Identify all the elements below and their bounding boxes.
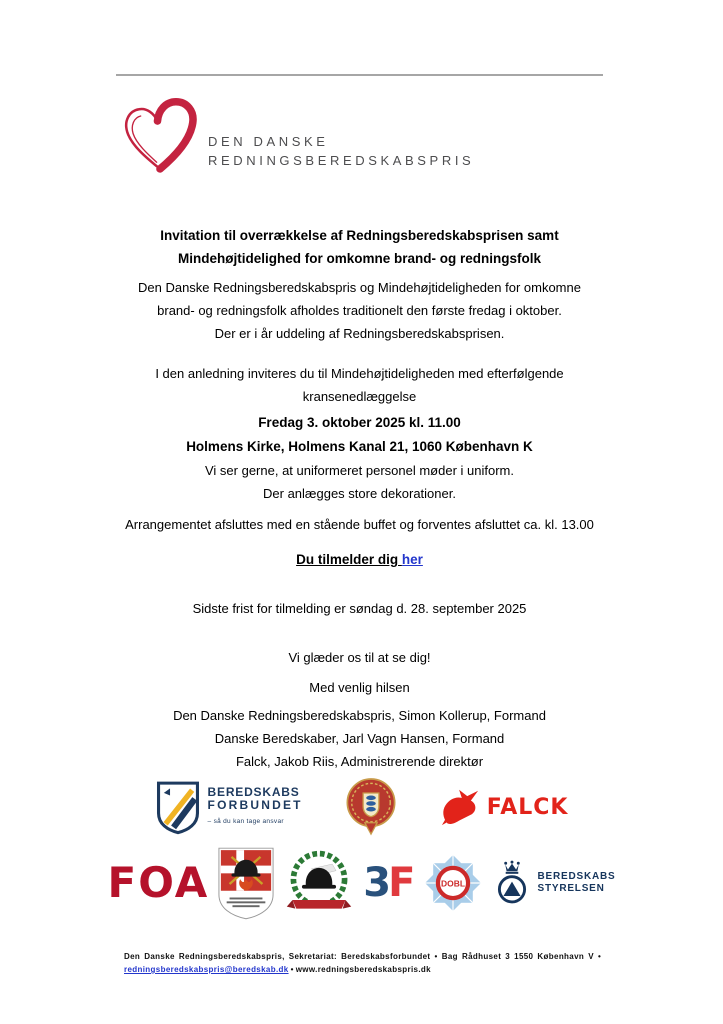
salutation: Med venlig hilsen bbox=[309, 680, 410, 695]
footer-line-2 bbox=[124, 963, 606, 976]
letter-body bbox=[116, 224, 603, 773]
footer-email-link[interactable]: redningsberedskabspris@beredskab.dk bbox=[124, 965, 289, 974]
footer-line-1: Den Danske Redningsberedskabspris, Sekretariat: Beredskabsforbundet • Bag Rådhuset 3 1550 København V • bbox=[124, 952, 602, 961]
falck-falcon-icon bbox=[439, 788, 481, 826]
event-location: Holmens Kirke, Holmens Kanal 21, 1060 København K bbox=[186, 439, 533, 454]
footer-website: www.redningsberedskabspris.dk bbox=[295, 965, 431, 974]
dobl-star-badge-icon bbox=[420, 850, 486, 916]
footer-separator: • bbox=[290, 965, 294, 974]
3f-letter: F bbox=[388, 860, 413, 906]
signature-line: Falck, Jakob Riis, Administrerende direktør bbox=[235, 754, 484, 769]
event-datetime: Fredag 3. oktober 2025 kl. 11.00 bbox=[258, 415, 461, 430]
top-divider-rule bbox=[116, 74, 603, 76]
royal-coat-of-arms-icon bbox=[343, 776, 399, 838]
letter-title: Invitation til overrækkelse af Redningsberedskabsprisen samt Mindehøjtidelighed for omkomne brand- og redningsfolk bbox=[160, 228, 559, 266]
beredskabsstyrelsen-crown-triangle-icon bbox=[494, 860, 530, 906]
beredskabsforbundet-badge-icon bbox=[155, 779, 201, 835]
logo-beredskabsstyrelsen bbox=[494, 860, 615, 906]
beredskabsforbundet-tagline: – så du kan tage ansvar bbox=[207, 818, 284, 825]
deadline-note: Sidste frist for tilmelding er søndag d. 28. september 2025 bbox=[192, 601, 527, 616]
falck-wordmark: FALCK bbox=[486, 794, 569, 820]
laurel-wreath-helmet-emblem-icon bbox=[283, 847, 355, 919]
buffet-note: Arrangementet afsluttes med en stående buffet og forventes afsluttet ca. kl. 13.00 bbox=[125, 517, 594, 532]
signup-link[interactable]: her bbox=[401, 552, 423, 567]
brand-header bbox=[118, 94, 474, 180]
brand-wordmark bbox=[208, 132, 474, 170]
closing-line: Vi glæder os til at se dig! bbox=[288, 650, 431, 665]
signup-prefix-text: Du tilmelder dig bbox=[296, 552, 402, 567]
logo-row-2 bbox=[0, 846, 723, 920]
firefighter-brotherhood-shield-icon bbox=[217, 846, 275, 920]
invitation-paragraph: I den anledning inviteres du til Mindehøjtideligheden med efterfølgende kransenedlæggelse bbox=[155, 366, 564, 404]
letter-footer bbox=[124, 950, 606, 976]
brand-line-2: REDNINGSBEREDSKABSPRIS bbox=[208, 153, 475, 168]
logo-3f bbox=[363, 860, 413, 906]
3f-digit: 3 bbox=[363, 860, 389, 906]
logo-falck bbox=[439, 788, 569, 826]
uniform-note: Vi ser gerne, at uniformeret personel møder i uniform. Der anlægges store dekorationer. bbox=[204, 463, 514, 501]
beredskabsforbundet-wordmark: BEREDSKABS FORBUNDET – så du kan tage ansvar bbox=[208, 786, 303, 828]
intro-paragraph: Den Danske Redningsberedskabspris og Mindehøjtideligheden for omkomne brand- og redningsfolk afholdes traditionelt den første fredag i oktober. Der er i år uddeling af Redningsberedskabsprisen. bbox=[138, 280, 581, 341]
logo-beredskabsforbundet bbox=[155, 779, 303, 835]
signup-line bbox=[116, 548, 603, 571]
signature-line: Den Danske Redningsberedskabspris, Simon Kollerup, Formand bbox=[173, 708, 546, 723]
signature-block bbox=[116, 704, 603, 773]
signature-line: Danske Beredskaber, Jarl Vagn Hansen, Formand bbox=[214, 731, 505, 746]
logo-row-1 bbox=[0, 776, 723, 838]
beredskabsstyrelsen-wordmark: BEREDSKABS STYRELSEN bbox=[537, 871, 616, 894]
logo-foa: FOA bbox=[107, 858, 210, 907]
heart-logo-icon bbox=[118, 94, 202, 180]
event-details bbox=[116, 411, 603, 459]
brand-line-1: DEN DANSKE bbox=[208, 134, 329, 149]
dobl-label: DOBL bbox=[441, 878, 466, 889]
